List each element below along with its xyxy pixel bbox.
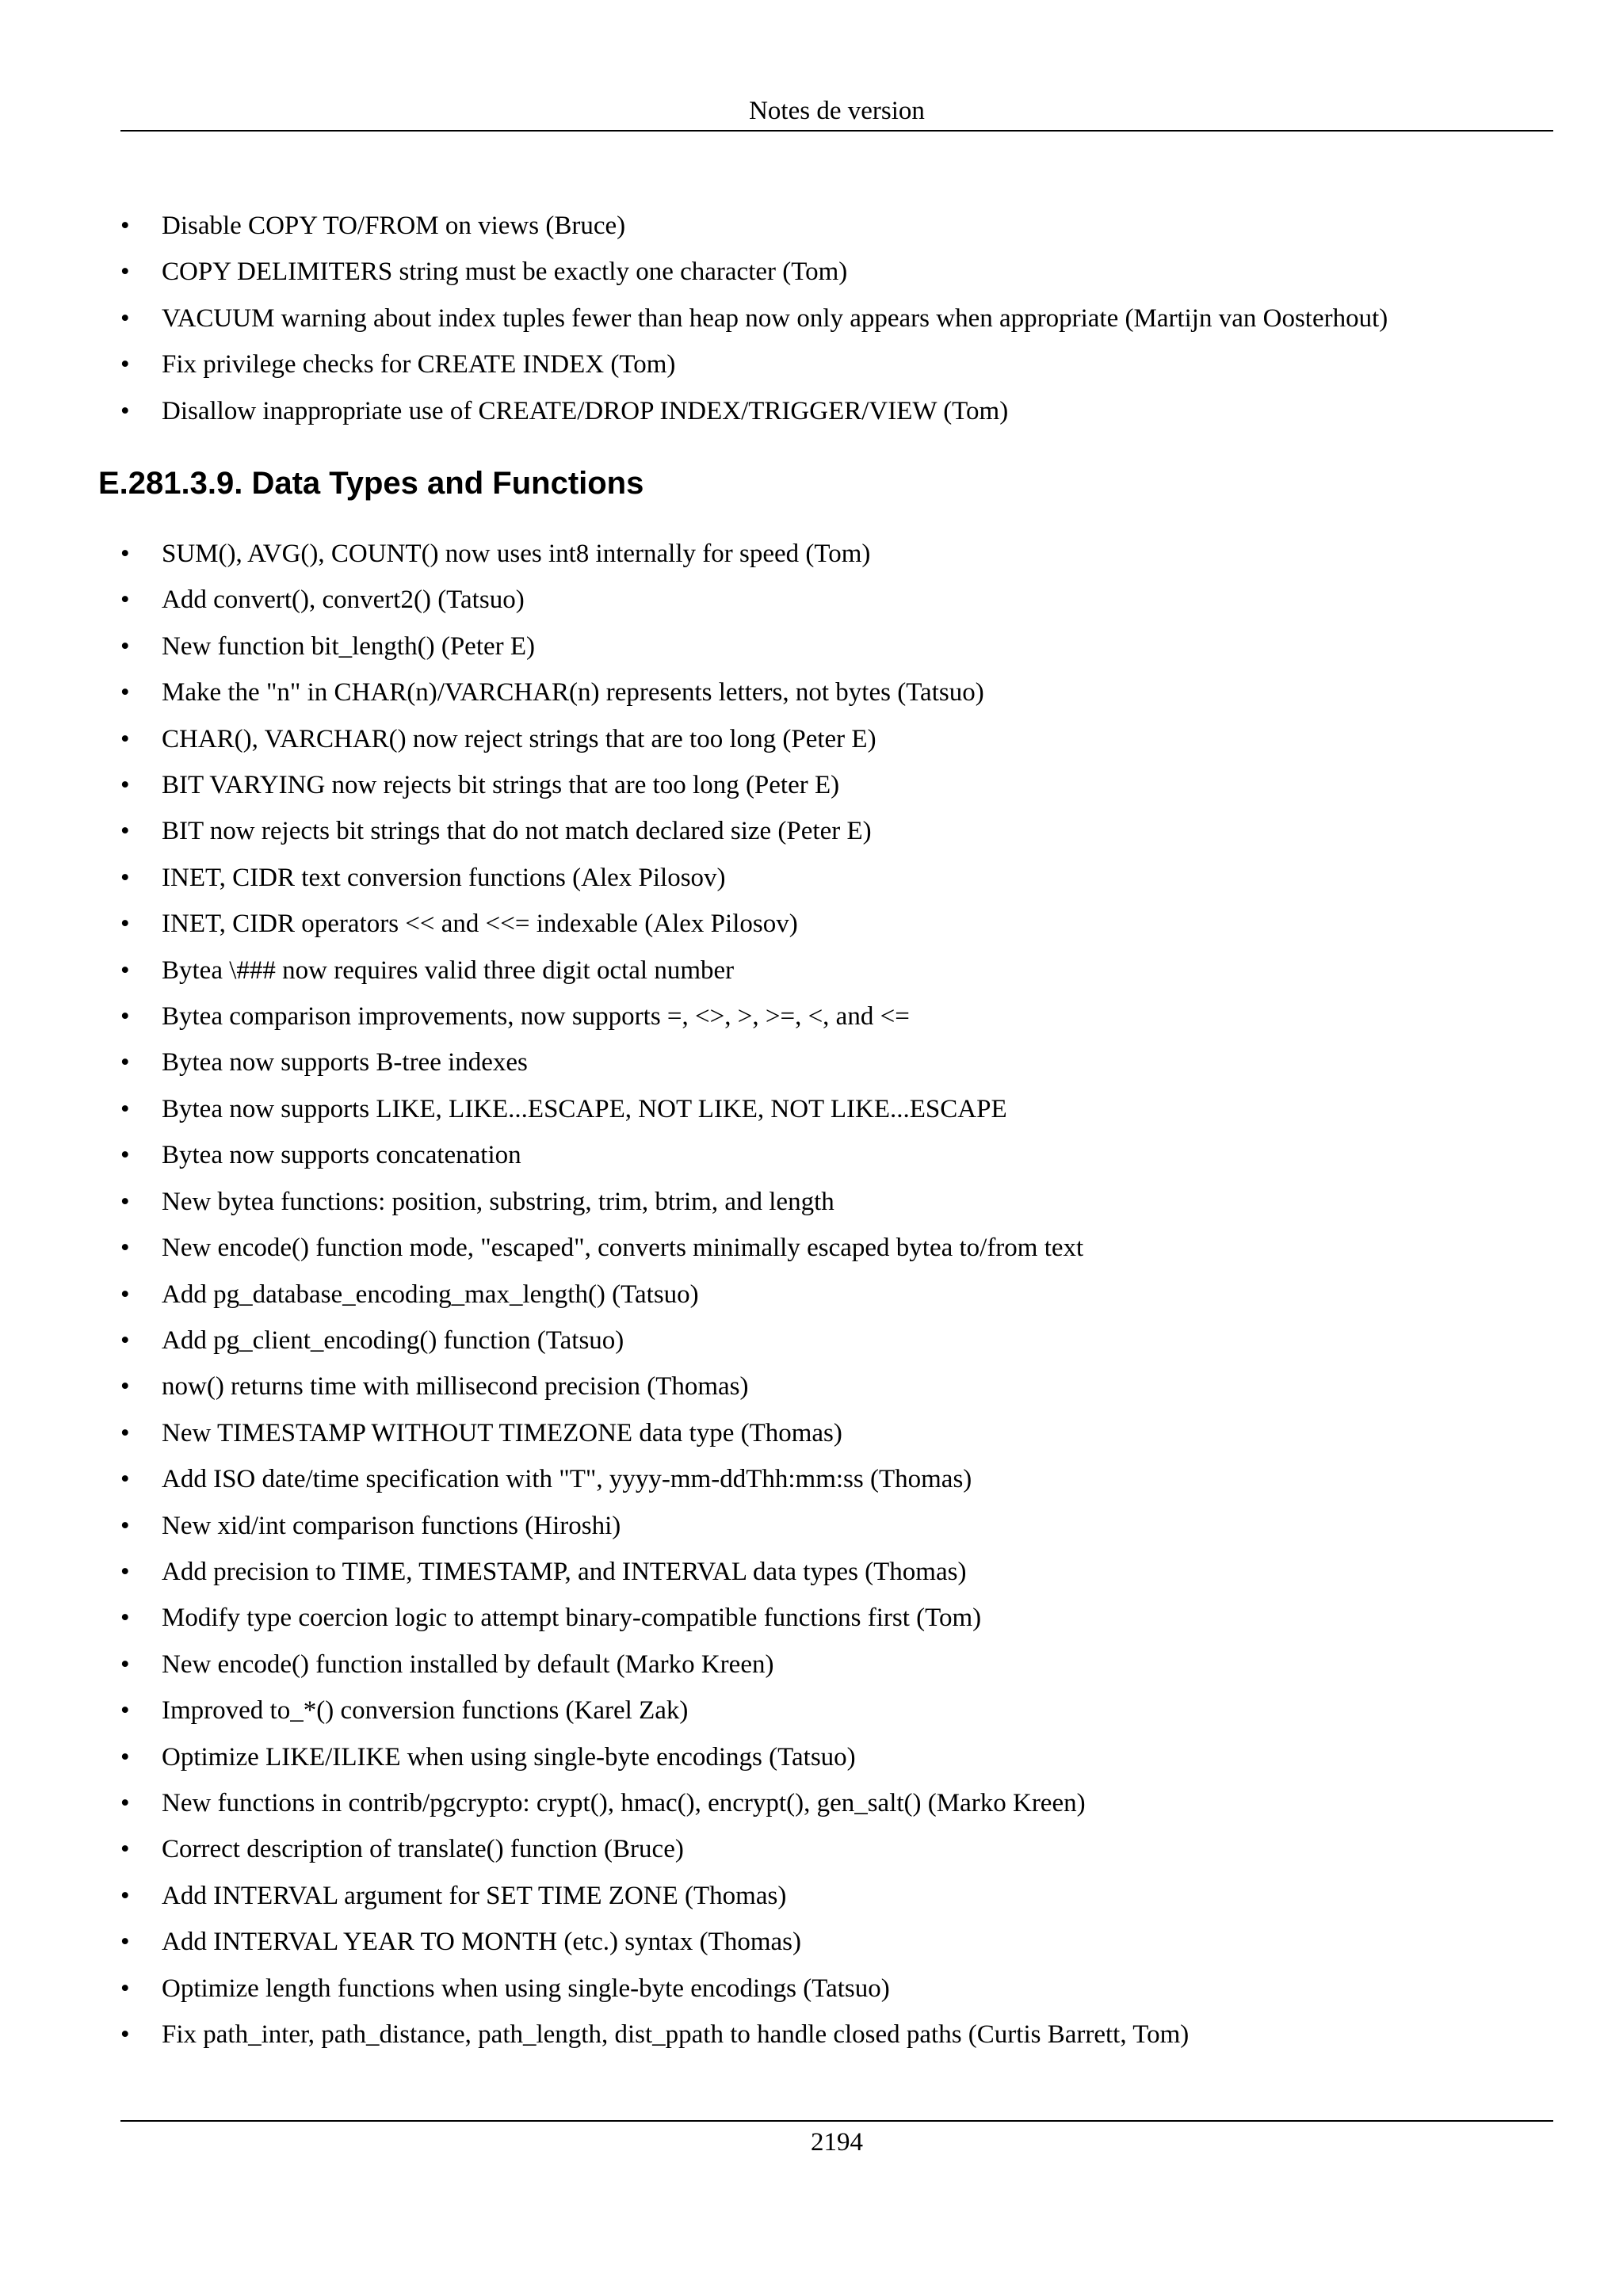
list-item: [120, 1549, 1553, 1595]
bullet-icon: •: [120, 1141, 130, 1170]
list-item: [120, 341, 1553, 387]
list-item: [120, 1503, 1553, 1549]
list-item-text: Fix path_inter, path_distance, path_length, dist_ppath to handle closed paths (Curtis Barrett, Tom): [162, 2020, 1190, 2049]
list-item: [120, 1456, 1553, 1502]
bullet-icon: •: [120, 1788, 130, 1817]
list-item-text: Optimize LIKE/ILIKE when using single-byte encodings (Tatsuo): [162, 1742, 856, 1772]
list-item-text: Fix privilege checks for CREATE INDEX (Tom): [162, 350, 676, 379]
bullet-icon: •: [120, 724, 130, 753]
list-item: [120, 855, 1553, 901]
list-item-text: Bytea now supports LIKE, LIKE...ESCAPE, NOT LIKE, NOT LIKE...ESCAPE: [162, 1094, 1007, 1123]
list-item: [120, 1595, 1553, 1641]
list-item-text: New encode() function mode, "escaped", converts minimally escaped bytea to/from text: [162, 1234, 1084, 1263]
list-item: [120, 1039, 1553, 1085]
bullet-icon: •: [120, 257, 130, 287]
release-notes-list-a: [120, 203, 1553, 434]
list-item-text: SUM(), AVG(), COUNT() now uses int8 internally for speed (Tom): [162, 540, 871, 568]
list-item-text: New function bit_length() (Peter E): [162, 631, 536, 661]
list-item: [120, 249, 1553, 295]
list-item-text: New xid/int comparison functions (Hiroshi): [162, 1511, 621, 1540]
list-item: [120, 716, 1553, 762]
list-item: [120, 901, 1553, 947]
list-item-text: Add precision to TIME, TIMESTAMP, and INTERVAL data types (Thomas): [162, 1557, 967, 1586]
list-item-text: Correct description of translate() function (Bruce): [162, 1835, 684, 1864]
bullet-icon: •: [120, 1187, 130, 1216]
bullet-icon: •: [120, 2020, 130, 2049]
list-item-text: Add pg_client_encoding() function (Tatsuo): [162, 1325, 624, 1355]
list-item-text: Make the "n" in CHAR(n)/VARCHAR(n) represents letters, not bytes (Tatsuo): [162, 678, 984, 707]
list-item: [120, 1873, 1553, 1919]
list-item: [120, 1642, 1553, 1688]
list-item: [120, 296, 1553, 341]
bullet-icon: •: [120, 1511, 130, 1540]
bullet-icon: •: [120, 771, 130, 800]
list-item: [120, 1734, 1553, 1780]
list-item-text: Add ISO date/time specification with "T", yyyy-mm-ddThh:mm:ss (Thomas): [162, 1465, 972, 1494]
release-notes-list-b: [120, 531, 1553, 2058]
bullet-icon: •: [120, 1234, 130, 1263]
list-item-text: New bytea functions: position, substring, trim, btrim, and length: [162, 1187, 834, 1216]
list-item-text: Modify type coercion logic to attempt binary-compatible functions first (Tom): [162, 1604, 982, 1633]
page-number: 2194: [811, 2128, 863, 2157]
list-item-text: INET, CIDR operators << and <<= indexable (Alex Pilosov): [162, 910, 798, 939]
list-item: [120, 1780, 1553, 1826]
bullet-icon: •: [120, 817, 130, 846]
list-item-text: INET, CIDR text conversion functions (Alex Pilosov): [162, 863, 726, 892]
list-item: [120, 994, 1553, 1039]
bullet-icon: •: [120, 1881, 130, 1910]
bullet-icon: •: [120, 910, 130, 939]
list-item: [120, 762, 1553, 808]
list-item: [120, 1966, 1553, 2012]
page-header-title: Notes de version: [749, 97, 925, 125]
list-item: [120, 1272, 1553, 1318]
list-item: [120, 577, 1553, 623]
list-item: [120, 1179, 1553, 1225]
page-footer: [120, 2120, 1553, 2160]
bullet-icon: •: [120, 863, 130, 892]
bullet-icon: •: [120, 585, 130, 615]
bullet-icon: •: [120, 1557, 130, 1586]
page-header: [120, 93, 1553, 132]
list-item-text: Disallow inappropriate use of CREATE/DROP INDEX/TRIGGER/VIEW (Tom): [162, 396, 1009, 425]
list-item-text: Bytea now supports concatenation: [162, 1141, 521, 1170]
list-item-text: BIT now rejects bit strings that do not match declared size (Peter E): [162, 817, 872, 846]
bullet-icon: •: [120, 212, 130, 240]
list-item-text: Add convert(), convert2() (Tatsuo): [162, 585, 525, 615]
bullet-icon: •: [120, 1974, 130, 2003]
list-item-text: Improved to_*() conversion functions (Karel Zak): [162, 1696, 689, 1726]
bullet-icon: •: [120, 1002, 130, 1032]
list-item: [120, 2012, 1553, 2058]
bullet-icon: •: [120, 540, 130, 568]
list-item-text: New encode() function installed by default (Marko Kreen): [162, 1650, 774, 1679]
list-item-text: Add INTERVAL YEAR TO MONTH (etc.) syntax (Thomas): [162, 1928, 801, 1957]
bullet-icon: •: [120, 678, 130, 707]
list-item: [120, 1086, 1553, 1132]
list-item-text: VACUUM warning about index tuples fewer than heap now only appears when appropriate (Martijn van Oosterhout): [162, 303, 1388, 333]
list-item: [120, 388, 1553, 434]
list-item-text: BIT VARYING now rejects bit strings that are too long (Peter E): [162, 771, 840, 800]
bullet-icon: •: [120, 1280, 130, 1309]
bullet-icon: •: [120, 1928, 130, 1957]
bullet-icon: •: [120, 1696, 130, 1726]
bullet-icon: •: [120, 1325, 130, 1355]
list-item-text: New TIMESTAMP WITHOUT TIMEZONE data type (Thomas): [162, 1418, 842, 1447]
bullet-icon: •: [120, 1094, 130, 1123]
list-item: [120, 1919, 1553, 1965]
list-item: [120, 531, 1553, 577]
list-item: [120, 1410, 1553, 1456]
list-item-text: Bytea \### now requires valid three digit octal number: [162, 955, 735, 985]
list-item: [120, 1826, 1553, 1872]
list-item-text: Add INTERVAL argument for SET TIME ZONE (Thomas): [162, 1881, 787, 1910]
list-item: [120, 1225, 1553, 1271]
list-item: [120, 624, 1553, 669]
bullet-icon: •: [120, 1604, 130, 1633]
list-item-text: Bytea comparison improvements, now supports =, <>, >, >=, <, and <=: [162, 1002, 910, 1032]
bullet-icon: •: [120, 1835, 130, 1864]
list-item-text: CHAR(), VARCHAR() now reject strings that are too long (Peter E): [162, 724, 876, 753]
bullet-icon: •: [120, 1048, 130, 1077]
list-item: [120, 669, 1553, 715]
list-item-text: New functions in contrib/pgcrypto: crypt(), hmac(), encrypt(), gen_salt() (Marko Kreen): [162, 1788, 1086, 1817]
list-item-text: Add pg_database_encoding_max_length() (Tatsuo): [162, 1280, 699, 1309]
list-item-text: Optimize length functions when using single-byte encodings (Tatsuo): [162, 1974, 890, 2003]
section-heading: E.281.3.9. Data Types and Functions: [98, 466, 644, 501]
list-item-text: Bytea now supports B-tree indexes: [162, 1048, 528, 1077]
bullet-icon: •: [120, 955, 130, 985]
list-item: [120, 1132, 1553, 1178]
list-item: [120, 948, 1553, 994]
list-item: [120, 808, 1553, 854]
list-item: [120, 1318, 1553, 1363]
bullet-icon: •: [120, 1650, 130, 1679]
bullet-icon: •: [120, 350, 130, 379]
bullet-icon: •: [120, 631, 130, 661]
list-item: [120, 1363, 1553, 1409]
bullet-icon: •: [120, 1742, 130, 1772]
bullet-icon: •: [120, 303, 130, 333]
bullet-icon: •: [120, 1372, 130, 1402]
list-item: [120, 1688, 1553, 1733]
bullet-icon: •: [120, 1465, 130, 1494]
bullet-icon: •: [120, 396, 130, 425]
bullet-icon: •: [120, 1418, 130, 1447]
list-item-text: Disable COPY TO/FROM on views (Bruce): [162, 212, 626, 240]
list-item-text: COPY DELIMITERS string must be exactly one character (Tom): [162, 257, 848, 287]
list-item-text: now() returns time with millisecond precision (Thomas): [162, 1372, 749, 1402]
list-item: [120, 203, 1553, 249]
